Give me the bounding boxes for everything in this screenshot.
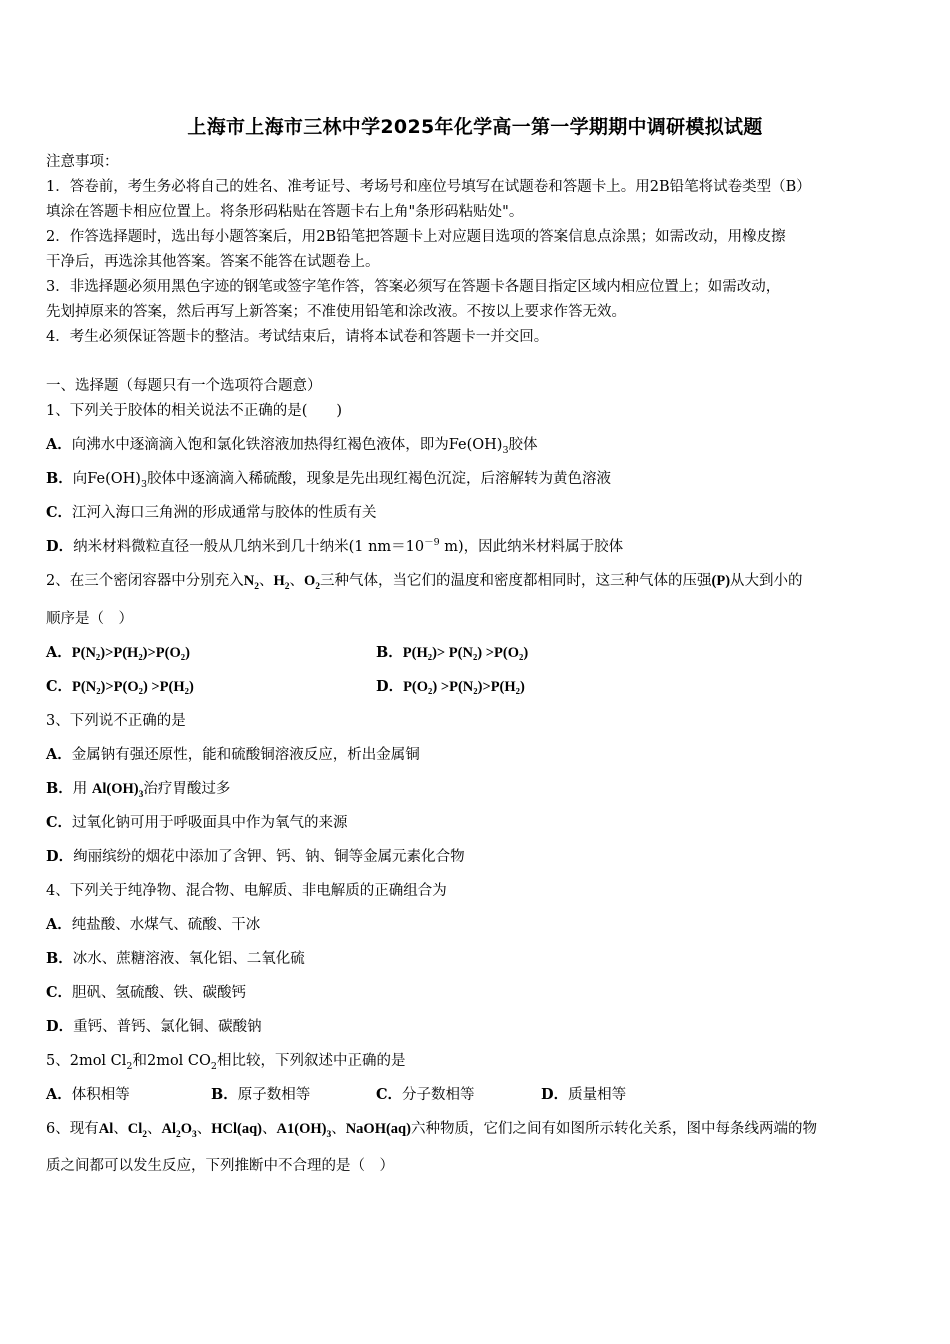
stem-text: 6、现有 (46, 1121, 99, 1137)
q4-option-d (46, 1017, 262, 1037)
option-label: C． (376, 1086, 403, 1103)
q3-option-c (46, 813, 348, 833)
option-text: m)，因此纳米材料属于胶体 (439, 539, 624, 555)
option-label: D． (376, 678, 404, 695)
option-label: B． (46, 470, 73, 487)
q2-stem-line2: 顺序是（ ） (46, 611, 133, 627)
separator: 、 (258, 573, 274, 589)
q2-stem (46, 571, 803, 591)
notice-item-2b: 干净后，再选涂其他答案。答案不能答在试题卷上。 (46, 254, 380, 270)
separator: 、 (262, 1121, 277, 1137)
option-text: 向Fe(OH) (72, 471, 141, 487)
q5-option-c (376, 1085, 475, 1105)
q5-option-d (541, 1085, 626, 1105)
q1-stem: 1、下列关于胶体的相关说法不正确的是( ) (46, 403, 343, 419)
option-label: A． (46, 746, 72, 763)
subscript: 3 (502, 444, 509, 456)
option-label: D． (46, 848, 74, 865)
q1-option-d (46, 537, 623, 557)
formula: H (273, 573, 285, 589)
option-text: 分子数相等 (402, 1087, 475, 1103)
stem-text: 2、在三个密闭容器中分别充入 (46, 573, 244, 589)
subscript: 2 (175, 1129, 181, 1140)
subscript: 3 (140, 478, 148, 490)
option-text: P(N₂)>P(O₂) >P(H₂) (72, 679, 194, 695)
option-label: B． (46, 780, 73, 797)
q1-option-c (46, 503, 377, 523)
subscript: 2 (315, 581, 321, 592)
page-title: 上海市上海市三林中学2025年化学高一第一学期期中调研模拟试题 (187, 116, 763, 138)
option-text: 绚丽缤纷的烟花中添加了含钾、钙、钠、铜等金属元素化合物 (73, 849, 465, 865)
formula: HCl(aq) (211, 1121, 263, 1137)
option-label: D． (46, 1018, 74, 1035)
subscript: 2 (126, 1060, 133, 1072)
q3-stem: 3、下列说不正确的是 (46, 713, 186, 729)
option-text: 冰水、蔗糖溶液、氧化铝、二氧化硫 (72, 951, 305, 967)
option-text: 过氧化钠可用于呼吸面具中作为氧气的来源 (72, 815, 348, 831)
option-label: D． (46, 538, 74, 555)
option-text: 体积相等 (71, 1087, 130, 1103)
q1-option-b (46, 469, 611, 489)
formula: N (243, 573, 255, 589)
formula: Al (161, 1121, 176, 1137)
subscript: 2 (210, 1060, 217, 1072)
option-label: C． (46, 678, 73, 695)
formula: (P) (711, 573, 731, 589)
option-text: 向沸水中逐滴滴入饱和氯化铁溶液加热得红褐色液体，即为Fe(OH) (71, 437, 503, 453)
notice-item-3a: 3．非选择题必须用黑色字迹的钢笔或签字笔作答，答案必须写在答题卡各题目指定区域内相应位置上；如需改动， (46, 279, 781, 295)
separator: 、 (289, 573, 304, 589)
option-label: B． (376, 644, 403, 661)
q6-stem (46, 1119, 817, 1139)
separator: 、 (146, 1121, 162, 1137)
formula: O (180, 1121, 193, 1137)
stem-text: 从大到小的 (730, 573, 803, 589)
subscript: 3 (326, 1129, 332, 1140)
formula: A1(OH) (276, 1121, 327, 1137)
stem-text: 相比较，下列叙述中正确的是 (216, 1053, 406, 1069)
option-text: 原子数相等 (237, 1087, 311, 1103)
option-label: B． (46, 950, 73, 967)
superscript: －9 (424, 537, 440, 549)
option-text: 纳米材料微粒直径一般从几纳米到几十纳米(1 nm＝10 (73, 539, 425, 555)
notice-item-1b: 填涂在答题卡相应位置上。将条形码粘贴在答题卡右上角"条形码粘贴处"。 (46, 204, 524, 220)
q4-stem: 4、下列关于纯净物、混合物、电解质、非电解质的正确组合为 (46, 883, 447, 899)
q2-option-d (376, 677, 525, 697)
q5-option-b (211, 1085, 310, 1105)
q3-option-a (46, 745, 420, 765)
option-label: A． (46, 916, 72, 933)
q2-option-a (46, 643, 190, 663)
option-label: D． (541, 1086, 569, 1103)
subscript: 2 (254, 581, 259, 592)
notice-item-4: 4．考生必须保证答题卡的整洁。考试结束后，请将本试卷和答题卡一并交回。 (46, 329, 549, 345)
notice-heading: 注意事项： (46, 154, 119, 170)
formula: NaOH(aq) (345, 1121, 411, 1137)
q5-option-a (46, 1085, 130, 1105)
q3-option-b (46, 779, 230, 799)
subscript: 2 (142, 1129, 147, 1140)
q5-stem (46, 1051, 405, 1071)
q1-option-a (46, 435, 538, 455)
option-label: B． (211, 1086, 238, 1103)
formula: Al(OH) (91, 781, 139, 797)
separator: 、 (196, 1121, 212, 1137)
separator: 、 (331, 1121, 346, 1137)
q4-option-b (46, 949, 305, 969)
option-label: A． (46, 1086, 72, 1103)
stem-text: 六种物质，它们之间有如图所示转化关系，图中每条线两端的物 (410, 1121, 817, 1137)
option-label: C． (46, 814, 73, 831)
option-text: 胆矾、氢硫酸、铁、碳酸钙 (72, 985, 247, 1001)
option-text: 用 (72, 781, 88, 797)
option-label: A． (46, 644, 72, 661)
q3-option-d (46, 847, 465, 867)
option-text: 治疗胃酸过多 (143, 781, 231, 797)
option-text: 江河入海口三角洲的形成通常与胶体的性质有关 (72, 505, 377, 521)
option-text: 胶体 (508, 437, 538, 453)
notice-item-3b: 先划掉原来的答案，然后再写上新答案；不准使用铅笔和涂改液。不按以上要求作答无效。 (46, 304, 626, 320)
subscript: 3 (138, 789, 144, 800)
q4-option-a (46, 915, 260, 935)
option-text: 胶体中逐滴滴入稀硫酸，现象是先出现红褐色沉淀，后溶解转为黄色溶液 (147, 471, 612, 487)
q6-stem-line2: 质之间都可以发生反应，下列推断中不合理的是（ ） (46, 1158, 394, 1174)
option-label: A． (46, 436, 72, 453)
subscript: 3 (192, 1129, 197, 1140)
separator: 、 (113, 1121, 128, 1137)
option-label: C． (46, 504, 73, 521)
option-text: 金属钠有强还原性，能和硫酸铜溶液反应，析出金属铜 (71, 747, 420, 763)
subscript: 2 (284, 581, 290, 592)
stem-text: 三种气体，当它们的温度和密度都相同时，这三种气体的压强 (320, 573, 712, 589)
option-text: P(O₂) >P(N₂)>P(H₂) (403, 679, 525, 695)
section-heading: 一、选择题（每题只有一个选项符合题意） (46, 378, 322, 394)
notice-item-1a: 1．答卷前，考生务必将自己的姓名、准考证号、考场号和座位号填写在试题卷和答题卡上。用2B铅笔将试卷类型（B） (46, 179, 811, 195)
formula: Al (98, 1121, 114, 1137)
notice-item-2a: 2．作答选择题时，选出每小题答案后，用2B铅笔把答题卡上对应题目选项的答案信息点涂黑；如需改动，用橡皮擦 (46, 229, 786, 245)
q4-option-c (46, 983, 246, 1003)
option-text: 重钙、普钙、氯化铜、碳酸钠 (73, 1019, 262, 1035)
option-text: P(N₂)>P(H₂)>P(O₂) (71, 645, 190, 661)
option-label: C． (46, 984, 73, 1001)
q2-option-b (376, 643, 528, 663)
option-text: 纯盐酸、水煤气、硫酸、干冰 (71, 917, 261, 933)
formula: O (304, 573, 316, 589)
option-text: P(H₂)> P(N₂) >P(O₂) (402, 645, 529, 661)
option-text: 质量相等 (568, 1087, 627, 1103)
formula: Cl (127, 1121, 143, 1137)
stem-text: 和2mol CO (132, 1053, 211, 1069)
stem-text: 5、2mol Cl (46, 1053, 127, 1069)
q2-option-c (46, 677, 194, 697)
